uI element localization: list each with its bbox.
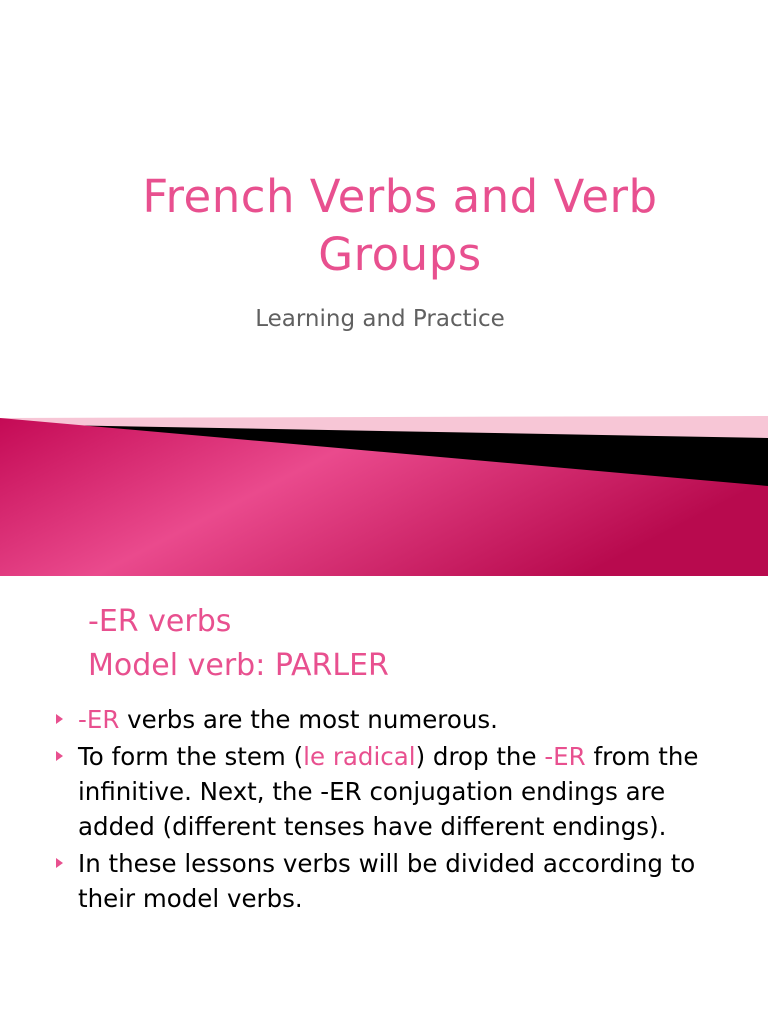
triangle-bullet-icon [56, 751, 63, 761]
heading-line-2: Model verb: PARLER [88, 648, 389, 683]
slide-subtitle: Learning and Practice [255, 306, 505, 332]
bullet-text: verbs are the most numerous. [119, 705, 498, 734]
bullet-text: In these lessons verbs will be divided according to their model verbs. [78, 849, 696, 913]
bullet-item [54, 739, 734, 844]
bullet-item [54, 846, 734, 916]
bullet-text: To form the stem ( [78, 742, 304, 771]
triangle-bullet-icon [56, 858, 63, 868]
bullet-highlight: -ER [78, 705, 120, 734]
triangle-bullet-icon [56, 714, 63, 724]
heading-line-1: -ER verbs [88, 604, 232, 639]
bullet-list [54, 702, 734, 918]
bullet-highlight: le radical [303, 742, 416, 771]
slide-heading [88, 600, 738, 688]
decorative-banner [0, 410, 768, 576]
bullet-text: ) drop the [415, 742, 545, 771]
content-slide [0, 576, 768, 1024]
bullet-item [54, 702, 734, 737]
bullet-text: from the infinitive. Next, the -ER conjugation endings are added (different tenses have different endings). [78, 742, 699, 841]
bullet-highlight: -ER [544, 742, 586, 771]
slide-title: French Verbs and Verb Groups [142, 170, 658, 281]
